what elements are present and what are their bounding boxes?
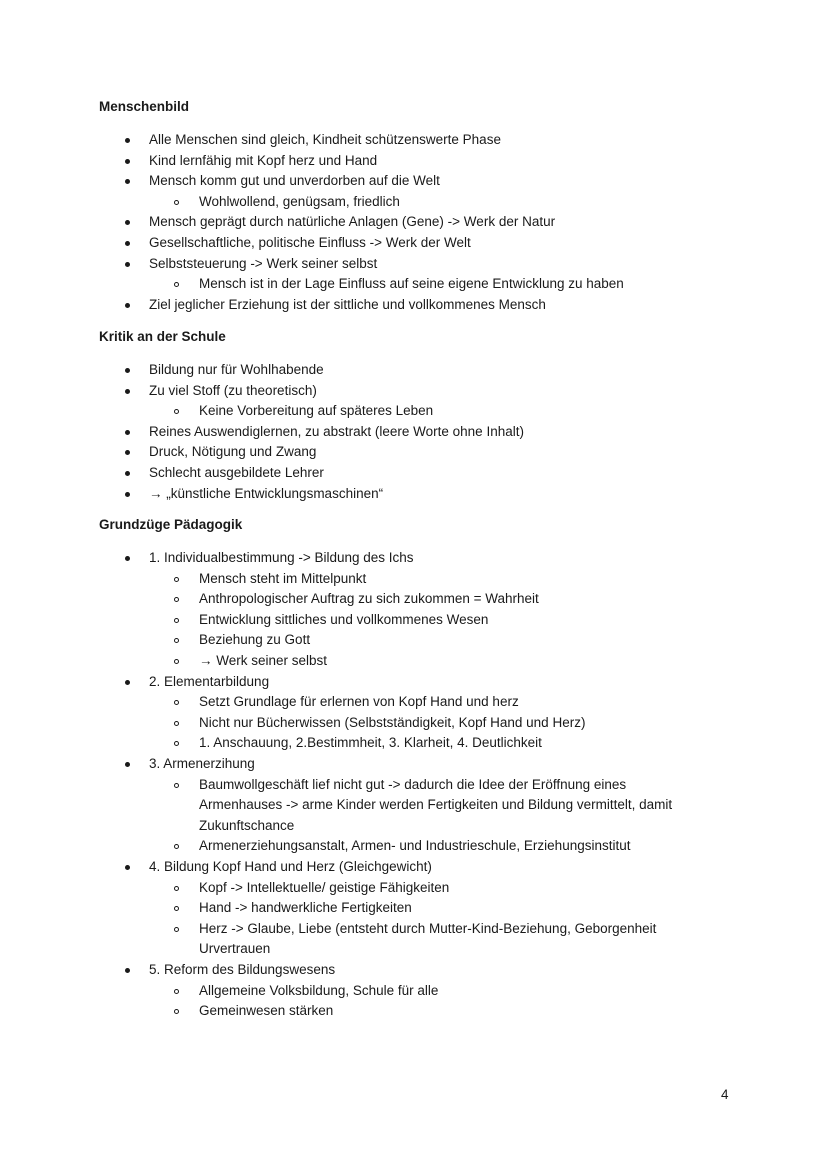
sub-bullet-icon xyxy=(174,618,179,623)
sub-list-item: Setzt Grundlage für erlernen von Kopf Hand und herz xyxy=(199,694,519,709)
section-heading: Grundzüge Pädagogik xyxy=(99,517,243,532)
list-item: Ziel jeglicher Erziehung ist der sittliche und vollkommenes Mensch xyxy=(149,297,546,312)
bullet-icon xyxy=(125,220,130,225)
sub-list-item: Kopf -> Intellektuelle/ geistige Fähigkeiten xyxy=(199,880,450,895)
list-item: Mensch geprägt durch natürliche Anlagen (Gene) -> Werk der Natur xyxy=(149,214,556,229)
list-item: 4. Bildung Kopf Hand und Herz (Gleichgewicht) xyxy=(149,859,432,874)
list-item: Druck, Nötigung und Zwang xyxy=(149,444,317,459)
sub-list-item: Mensch ist in der Lage Einfluss auf seine eigene Entwicklung zu haben xyxy=(199,276,624,291)
list-item-continuation: Zukunftschance xyxy=(199,818,295,833)
sub-bullet-icon xyxy=(174,597,179,602)
sub-list-item: Mensch steht im Mittelpunkt xyxy=(199,571,367,586)
sub-bullet-icon xyxy=(174,1009,179,1014)
bullet-icon xyxy=(125,303,130,308)
list-item: Selbststeuerung -> Werk seiner selbst xyxy=(149,256,378,271)
sub-list-item: Gemeinwesen stärken xyxy=(199,1003,334,1018)
sub-bullet-icon xyxy=(174,844,179,849)
sub-list-item: Keine Vorbereitung auf späteres Leben xyxy=(199,403,434,418)
sub-bullet-icon xyxy=(174,721,179,726)
bullet-icon xyxy=(125,968,130,973)
sub-bullet-icon xyxy=(174,741,179,746)
sub-bullet-icon xyxy=(174,200,179,205)
sub-list-item: Wohlwollend, genügsam, friedlich xyxy=(199,194,400,209)
sub-list-item: Herz -> Glaube, Liebe (entsteht durch Mutter-Kind-Beziehung, Geborgenheit xyxy=(199,921,657,936)
sub-bullet-icon xyxy=(174,700,179,705)
sub-bullet-icon xyxy=(174,906,179,911)
list-item: 5. Reform des Bildungswesens xyxy=(149,962,336,977)
list-item: Alle Menschen sind gleich, Kindheit schützenswerte Phase xyxy=(149,132,501,147)
bullet-icon xyxy=(125,241,130,246)
sub-list-item: Baumwollgeschäft lief nicht gut -> dadurch die Idee der Eröffnung eines xyxy=(199,777,627,792)
sub-list-item: Allgemeine Volksbildung, Schule für alle xyxy=(199,983,439,998)
list-item: → „künstliche Entwicklungsmaschinen“ xyxy=(149,486,384,501)
sub-list-item: Nicht nur Bücherwissen (Selbstständigkeit, Kopf Hand und Herz) xyxy=(199,715,586,730)
bullet-icon xyxy=(125,492,130,497)
sub-bullet-icon xyxy=(174,886,179,891)
list-item: Reines Auswendiglernen, zu abstrakt (leere Worte ohne Inhalt) xyxy=(149,424,524,439)
sub-bullet-icon xyxy=(174,638,179,643)
section-heading: Kritik an der Schule xyxy=(99,329,226,344)
sub-bullet-icon xyxy=(174,409,179,414)
list-item: Zu viel Stoff (zu theoretisch) xyxy=(149,383,317,398)
sub-bullet-icon xyxy=(174,927,179,932)
sub-bullet-icon xyxy=(174,659,179,664)
bullet-icon xyxy=(125,430,130,435)
sub-list-item: Armenerziehungsanstalt, Armen- und Industrieschule, Erziehungsinstitut xyxy=(199,838,631,853)
list-item: Mensch komm gut und unverdorben auf die Welt xyxy=(149,173,440,188)
list-item: Gesellschaftliche, politische Einfluss -> Werk der Welt xyxy=(149,235,471,250)
sub-bullet-icon xyxy=(174,989,179,994)
bullet-icon xyxy=(125,762,130,767)
bullet-icon xyxy=(125,159,130,164)
sub-list-item: Beziehung zu Gott xyxy=(199,632,311,647)
bullet-icon xyxy=(125,368,130,373)
list-item-continuation: Armenhauses -> arme Kinder werden Fertigkeiten und Bildung vermittelt, damit xyxy=(199,797,673,812)
list-item: 2. Elementarbildung xyxy=(149,674,270,689)
list-item: Kind lernfähig mit Kopf herz und Hand xyxy=(149,153,378,168)
sub-bullet-icon xyxy=(174,577,179,582)
page-number: 4 xyxy=(721,1087,729,1102)
bullet-icon xyxy=(125,450,130,455)
list-item: Bildung nur für Wohlhabende xyxy=(149,362,324,377)
sub-list-item: 1. Anschauung, 2.Bestimmheit, 3. Klarheit, 4. Deutlichkeit xyxy=(199,735,542,750)
list-item: 3. Armenerzihung xyxy=(149,756,255,771)
bullet-icon xyxy=(125,865,130,870)
list-item: Schlecht ausgebildete Lehrer xyxy=(149,465,324,480)
bullet-icon xyxy=(125,389,130,394)
bullet-icon xyxy=(125,556,130,561)
bullet-icon xyxy=(125,471,130,476)
bullet-icon xyxy=(125,680,130,685)
list-item-continuation: Urvertrauen xyxy=(199,941,271,956)
section-heading: Menschenbild xyxy=(99,99,190,114)
bullet-icon xyxy=(125,262,130,267)
sub-list-item: Entwicklung sittliches und vollkommenes Wesen xyxy=(199,612,489,627)
bullet-icon xyxy=(125,179,130,184)
sub-list-item: Anthropologischer Auftrag zu sich zukommen = Wahrheit xyxy=(199,591,539,606)
sub-list-item: → Werk seiner selbst xyxy=(199,653,328,668)
list-item: 1. Individualbestimmung -> Bildung des Ichs xyxy=(149,550,414,565)
bullet-icon xyxy=(125,138,130,143)
sub-bullet-icon xyxy=(174,783,179,788)
sub-bullet-icon xyxy=(174,282,179,287)
sub-list-item: Hand -> handwerkliche Fertigkeiten xyxy=(199,900,412,915)
